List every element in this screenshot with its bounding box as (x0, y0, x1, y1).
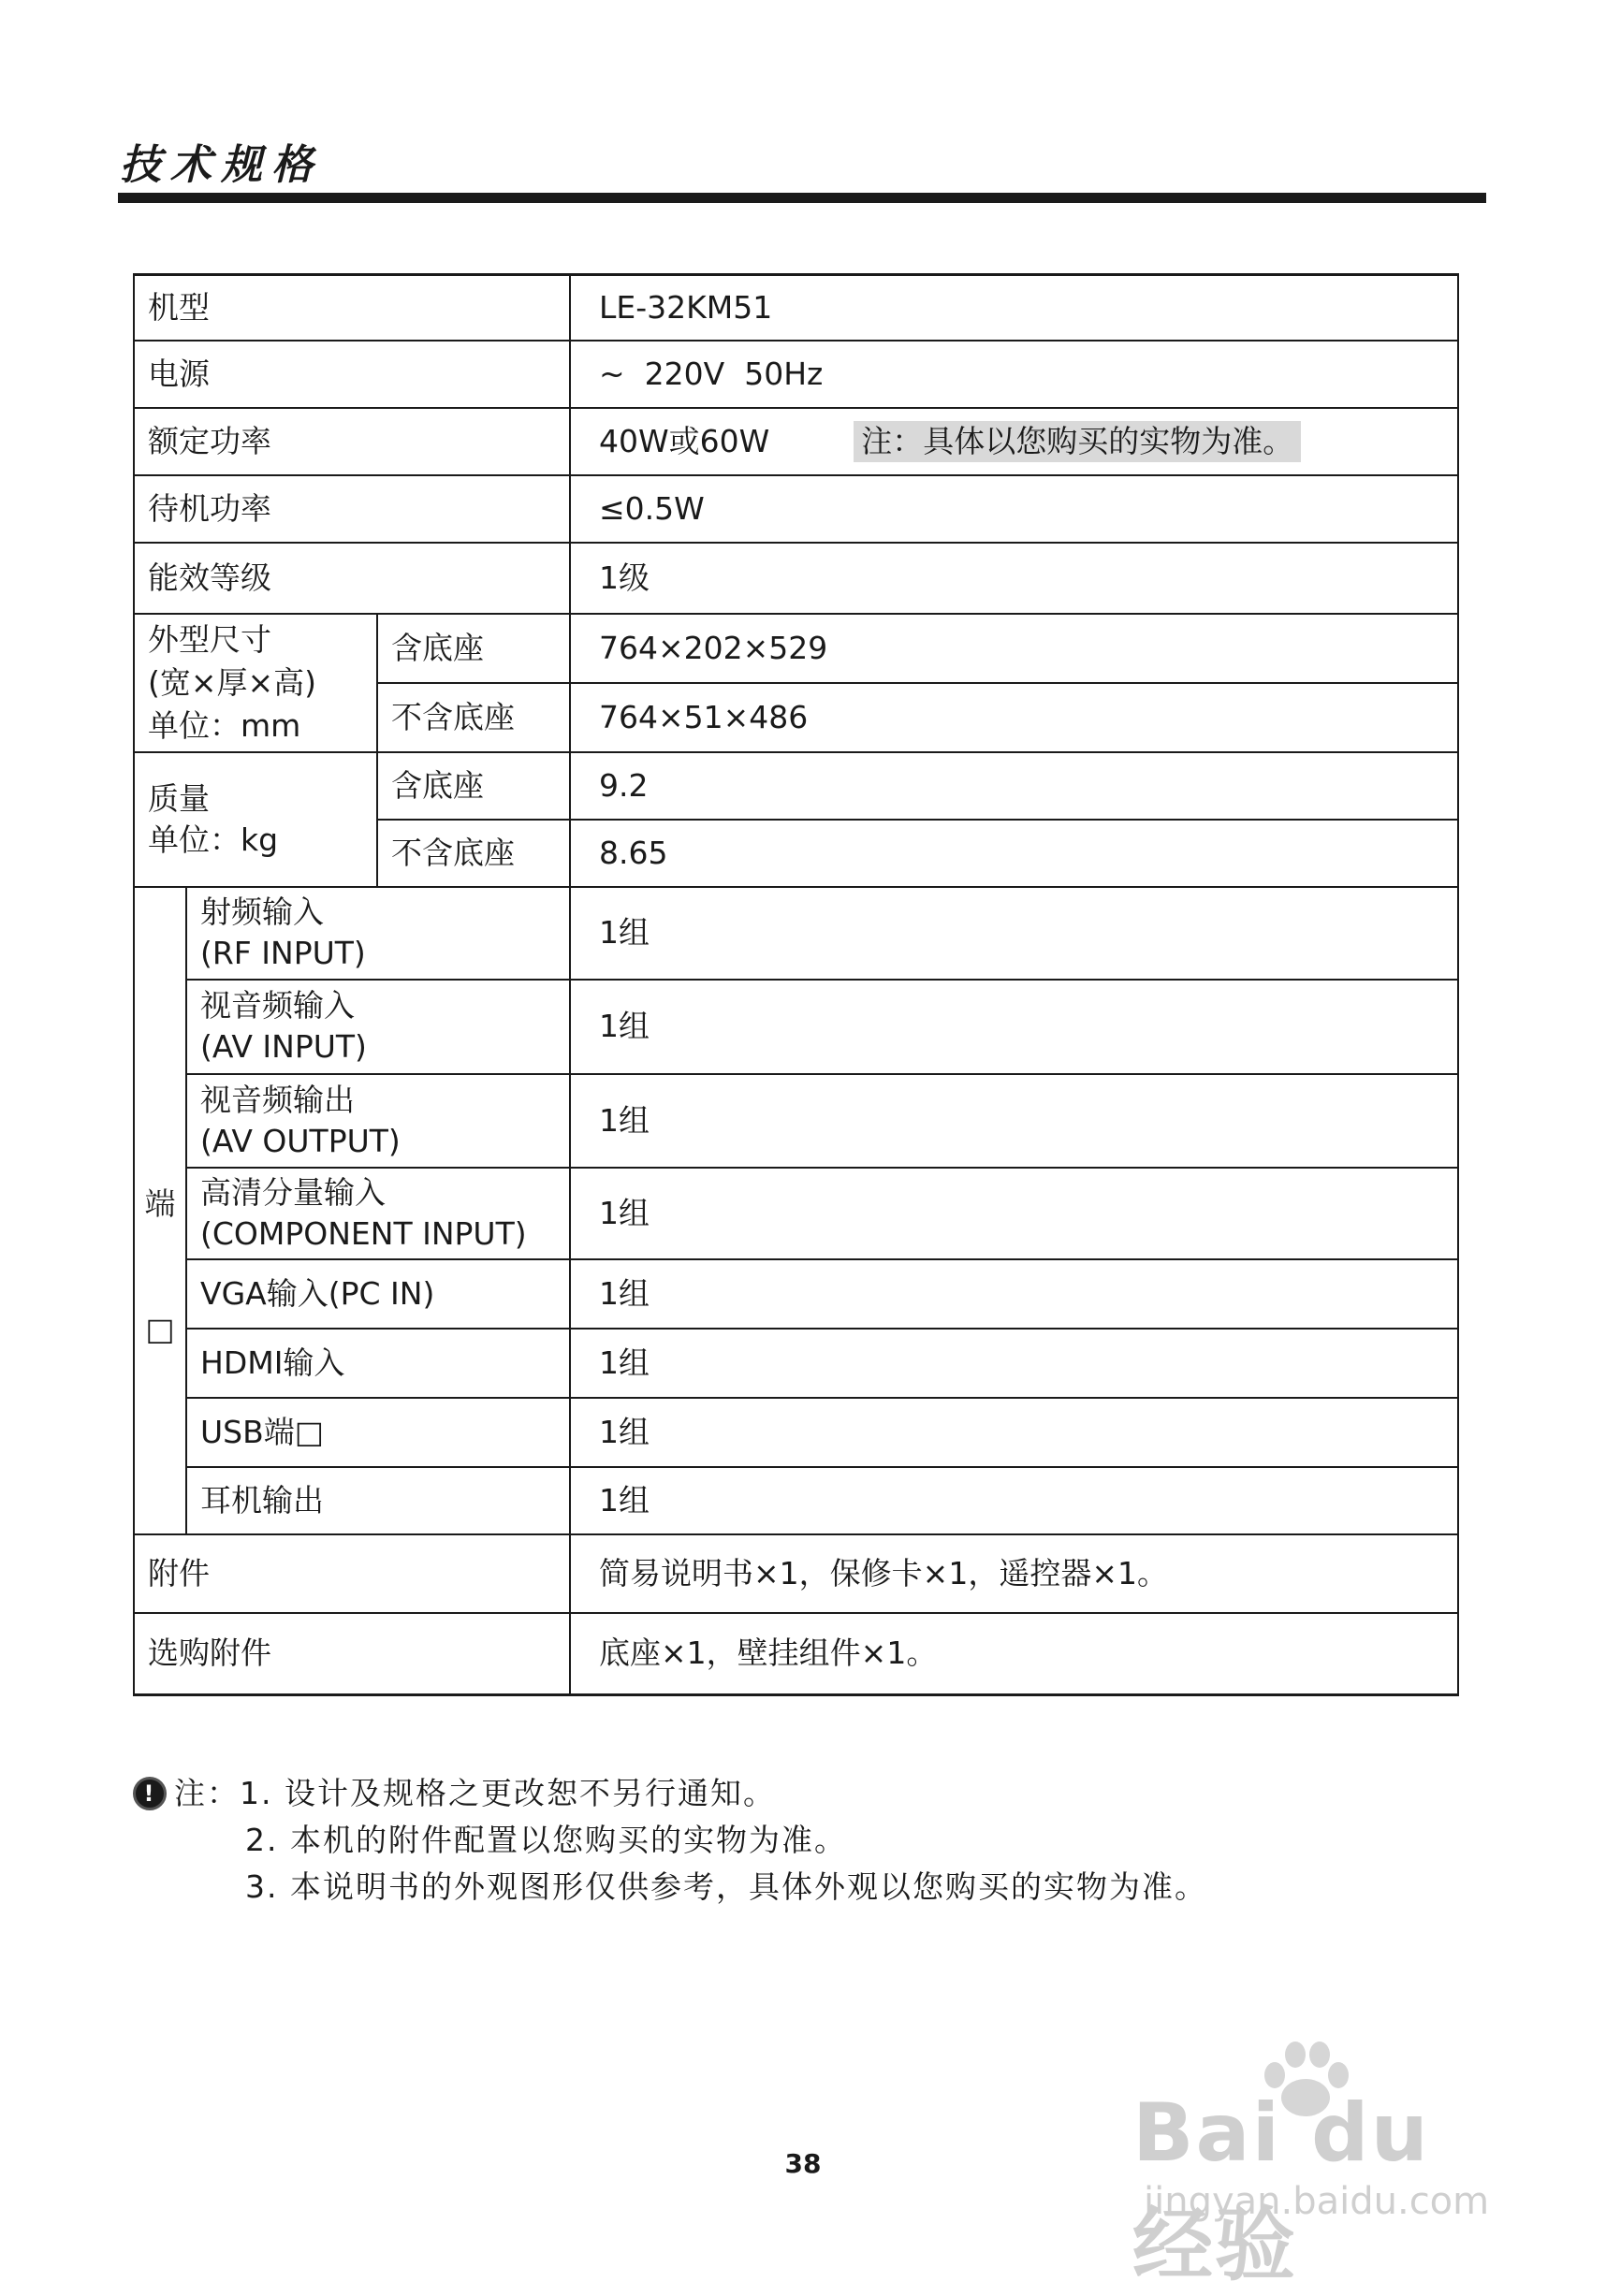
spec-row-accessories (134, 1534, 1458, 1613)
spec-row-standby-power (134, 475, 1458, 543)
value-rated-power-cell (570, 408, 1458, 475)
port-name-en: (COMPONENT INPUT) (200, 1214, 527, 1252)
dimensions-without-stand-value: 764×51×486 (570, 683, 1458, 752)
spec-row-model (134, 275, 1458, 341)
title-rule (118, 193, 1486, 203)
port-row (134, 1074, 1458, 1168)
value-power: ~ 220V 50Hz (570, 341, 1458, 408)
weight-without-stand-label: 不含底座 (377, 820, 570, 887)
ports-side-label-top: 端 (144, 1184, 176, 1222)
weight-label-line2: 单位：kg (148, 821, 279, 858)
port-row (134, 980, 1458, 1074)
port-name-cn: 视音频输出 (200, 1081, 355, 1118)
port-name-cn: 高清分量输入 (200, 1173, 386, 1211)
value-rated-power: 40W或60W (599, 422, 770, 459)
port-name-av-output (186, 1074, 570, 1168)
dimensions-label-line2: (宽×厚×高) (148, 663, 317, 701)
port-row (134, 1467, 1458, 1534)
port-value: 1组 (570, 1074, 1458, 1168)
dimensions-label-line1: 外型尺寸 (148, 620, 271, 658)
port-row (134, 1329, 1458, 1398)
port-name-component (186, 1168, 570, 1259)
label-accessories: 附件 (134, 1534, 570, 1613)
value-efficiency: 1级 (570, 543, 1458, 614)
note-row (133, 1864, 1207, 1911)
port-row (134, 1398, 1458, 1467)
port-name-rf (186, 887, 570, 980)
port-name-cn: 射频输入 (200, 894, 324, 930)
note-row (133, 1817, 1207, 1864)
spec-row-rated-power (134, 408, 1458, 475)
port-row (134, 1259, 1458, 1329)
warning-icon: ! (133, 1777, 167, 1810)
port-name-en: (AV OUTPUT) (200, 1122, 401, 1159)
value-accessories: 简易说明书×1，保修卡×1，遥控器×1。 (570, 1534, 1458, 1613)
label-power: 电源 (134, 341, 570, 408)
port-value: 1组 (570, 1259, 1458, 1329)
port-value: 1组 (570, 1467, 1458, 1534)
port-name-en: (AV INPUT) (200, 1028, 367, 1065)
port-value: 1组 (570, 1168, 1458, 1259)
watermark-brand: Bai du 经验 (1132, 2086, 1430, 2292)
ports-side-label (134, 887, 186, 1534)
port-name-hdmi: HDMI输入 (186, 1329, 570, 1398)
value-standby-power: ≤0.5W (570, 475, 1458, 543)
port-value: 1组 (570, 980, 1458, 1074)
rated-power-note: 注：具体以您购买的实物为准。 (854, 421, 1301, 462)
label-efficiency: 能效等级 (134, 543, 570, 614)
label-model: 机型 (134, 275, 570, 341)
port-value: 1组 (570, 887, 1458, 980)
port-value: 1组 (570, 1329, 1458, 1398)
weight-with-stand-value: 9.2 (570, 752, 1458, 820)
label-standby-power: 待机功率 (134, 475, 570, 543)
dimensions-label-line3: 单位：mm (148, 706, 301, 744)
port-name-usb: USB端□ (186, 1398, 570, 1467)
label-dimensions (134, 614, 377, 752)
note-item: 2. 本机的附件配置以您购买的实物为准。 (245, 1822, 847, 1858)
spec-table (133, 273, 1459, 1696)
dimensions-with-stand-label: 含底座 (377, 614, 570, 683)
spec-row-optional-accessories (134, 1613, 1458, 1695)
spec-row-weight-with-stand (134, 752, 1458, 820)
ports-side-label-bottom: □ (145, 1310, 175, 1347)
port-name-vga: VGA输入(PC IN) (186, 1259, 570, 1329)
spec-row-power (134, 341, 1458, 408)
weight-with-stand-label: 含底座 (377, 752, 570, 820)
dimensions-with-stand-value: 764×202×529 (570, 614, 1458, 683)
label-weight (134, 752, 377, 887)
page-number: 38 (784, 2148, 822, 2179)
notes-prefix: 注： (174, 1775, 240, 1811)
note-row (133, 1770, 1207, 1817)
notes (133, 1770, 1207, 1911)
dimensions-without-stand-label: 不含底座 (377, 683, 570, 752)
page-title: 技术规格 (120, 141, 322, 189)
port-name-av-input (186, 980, 570, 1074)
port-row (134, 887, 1458, 980)
weight-label-line1: 质量 (148, 779, 210, 817)
watermark-url: jingyan.baidu.com (1144, 2180, 1490, 2223)
port-row (134, 1168, 1458, 1259)
spec-row-efficiency (134, 543, 1458, 614)
watermark (1132, 2040, 1526, 2292)
port-name-en: (RF INPUT) (200, 935, 366, 971)
note-item: 1. 设计及规格之更改恕不另行通知。 (240, 1775, 776, 1811)
value-optional-accessories: 底座×1，壁挂组件×1。 (570, 1613, 1458, 1695)
port-name-cn: 视音频输入 (200, 987, 355, 1024)
spec-row-dimensions-with-stand (134, 614, 1458, 683)
port-name-headphone: 耳机输出 (186, 1467, 570, 1534)
label-rated-power: 额定功率 (134, 408, 570, 475)
value-model: LE-32KM51 (570, 275, 1458, 341)
weight-without-stand-value: 8.65 (570, 820, 1458, 887)
note-item: 3. 本说明书的外观图形仅供参考，具体外观以您购买的实物为准。 (245, 1868, 1207, 1905)
label-optional-accessories: 选购附件 (134, 1613, 570, 1695)
port-value: 1组 (570, 1398, 1458, 1467)
